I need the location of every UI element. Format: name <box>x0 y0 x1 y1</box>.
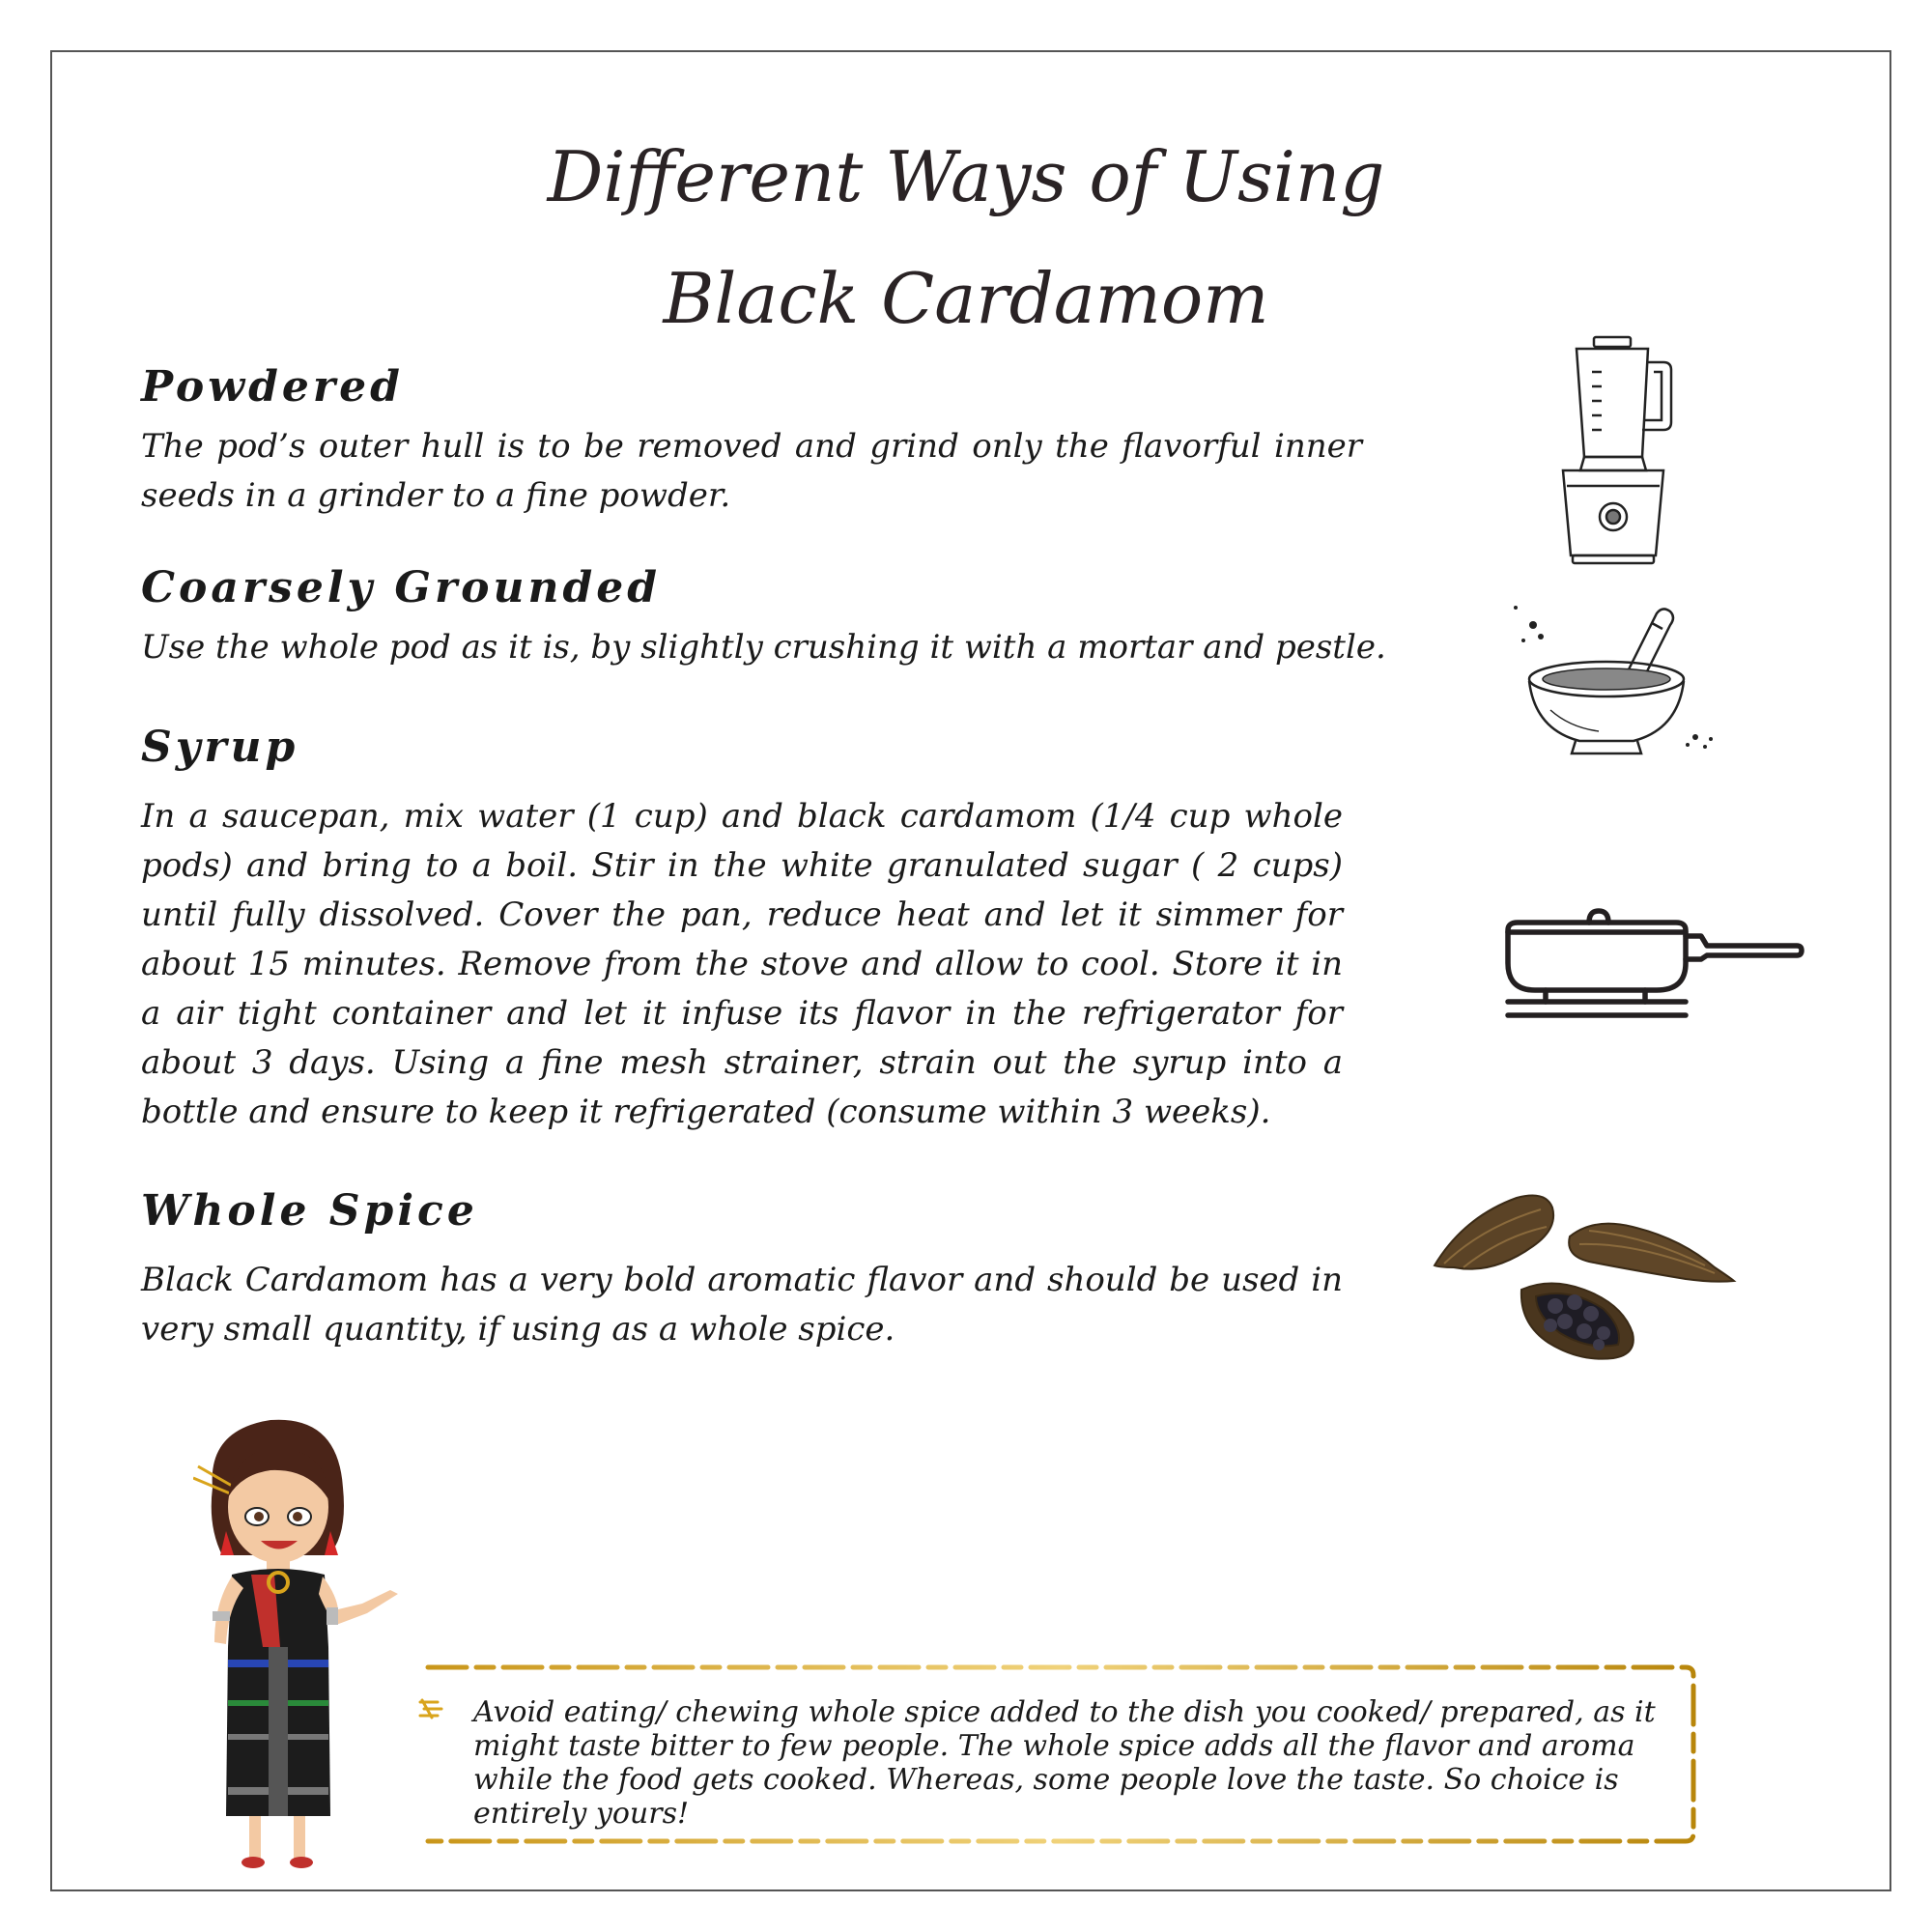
black-cardamom-pods-icon <box>1425 1188 1744 1367</box>
bullet-icon <box>418 1698 443 1721</box>
section-heading-coarsely-grounded: Coarsely Grounded <box>141 563 662 612</box>
section-text-coarsely-grounded: Use the whole pod as it is, by slightly crushing it with a mortar and pestle. <box>141 628 1386 667</box>
section-text-syrup: In a saucepan, mix water (1 cup) and black cardamom (1/4 cup whole pods) and bring to a boil. Stir in the white granulated sugar ( 2 cups) until fully dissolved. Cover the pan, reduce heat and let it simmer for about 15 minutes. Remove from the stove and allow to cool. Store it in a air tight container and let it infuse its flavor in the refrigerator for about 3 days. Using a fine mesh strainer, strain out the syrup into a bottle and ensure to keep it refrigerated (consume within 3 weeks). <box>141 797 1343 1131</box>
section-heading-whole-spice: Whole Spice <box>141 1186 478 1236</box>
title-line-1: Different Ways of Using <box>547 136 1385 217</box>
section-heading-syrup: Syrup <box>141 723 299 772</box>
tip-note-text: Avoid eating/ chewing whole spice added to the dish you cooked/ prepared, as it might taste bitter to few people. The whole spice adds all the flavor and aroma while the food gets cooked. Whereas, some people love the taste. So choice is entirely yours! <box>473 1695 1656 1831</box>
saucepan-on-stove-icon <box>1502 905 1806 1026</box>
title-line-2: Black Cardamom <box>663 258 1269 339</box>
section-text-powdered: The pod’s outer hull is to be removed and grind only the flavorful inner seeds in a grinder to a fine powder. <box>141 427 1362 515</box>
section-heading-powdered: Powdered <box>141 362 404 412</box>
section-text-whole-spice: Black Cardamom has a very bold aromatic flavor and should be used in very small quantity, if using as a whole spice. <box>141 1261 1343 1349</box>
mortar-pestle-icon <box>1512 604 1719 763</box>
page-title <box>0 116 1932 359</box>
presenter-girl-illustration <box>193 1410 406 1884</box>
blender-icon <box>1546 333 1681 570</box>
